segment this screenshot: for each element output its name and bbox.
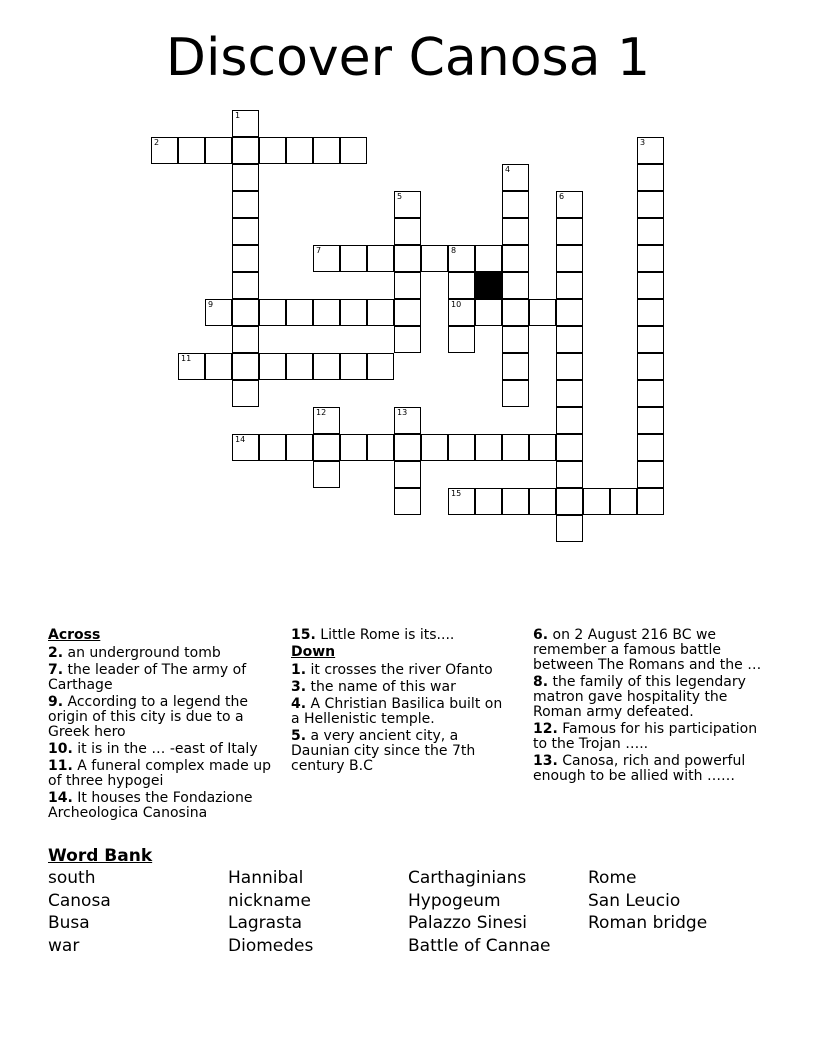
grid-cell[interactable] (556, 326, 583, 353)
clue-number: 7 (316, 246, 322, 255)
clue-across-10: 10. it is in the … -east of Italy (48, 741, 258, 757)
grid-cell[interactable] (637, 164, 664, 191)
grid-cell[interactable] (259, 434, 286, 461)
clue-down-6: 6. on 2 August 216 BC we remember a famous battle between The Romans and the … (533, 627, 762, 673)
grid-cell[interactable] (151, 137, 178, 164)
grid-cell[interactable] (232, 164, 259, 191)
grid-cell[interactable] (637, 461, 664, 488)
grid-cell[interactable] (556, 488, 583, 515)
word-bank-item: Busa (48, 913, 90, 933)
grid-cell[interactable] (340, 245, 367, 272)
grid-cell[interactable] (637, 299, 664, 326)
grid-cell[interactable] (259, 137, 286, 164)
clue-across-15: 15. Little Rome is its.... (291, 627, 455, 643)
grid-cell[interactable] (502, 326, 529, 353)
clue-across-14: 14. It houses the Fondazione Archeologica Canosina (48, 790, 253, 821)
clue-down-13: 13. Canosa, rich and powerful enough to be allied with …… (533, 753, 746, 784)
grid-cell[interactable] (556, 272, 583, 299)
grid-cell[interactable] (205, 137, 232, 164)
grid-cell[interactable] (448, 299, 475, 326)
word-bank-item: south (48, 868, 96, 888)
word-bank-item: San Leucio (588, 891, 681, 911)
clue-down-8: 8. the family of this legendary matron gave hospitality the Roman army defeated. (533, 674, 746, 720)
grid-cell[interactable] (232, 137, 259, 164)
grid-cell[interactable] (394, 299, 421, 326)
clues-column-1 (48, 628, 273, 823)
word-bank-item: nickname (228, 891, 311, 911)
word-bank-item: Battle of Cannae (408, 936, 551, 956)
grid-cell[interactable] (394, 272, 421, 299)
grid-cell[interactable] (340, 299, 367, 326)
page-title: Discover Canosa 1 (165, 28, 651, 88)
grid-cell[interactable] (502, 488, 529, 515)
grid-cell[interactable] (394, 461, 421, 488)
word-bank-item: Diomedes (228, 936, 314, 956)
word-bank-item: Palazzo Sinesi (408, 913, 528, 933)
grid-cell[interactable] (394, 218, 421, 245)
word-bank-heading: Word Bank (48, 846, 153, 866)
grid-cell[interactable] (637, 326, 664, 353)
grid-cell[interactable] (340, 434, 367, 461)
grid-cell[interactable] (232, 326, 259, 353)
clue-across-11: 11. A funeral complex made up of three hypogei (48, 758, 271, 789)
grid-cell[interactable] (502, 380, 529, 407)
grid-cell[interactable] (286, 434, 313, 461)
grid-cell[interactable] (502, 353, 529, 380)
grid-cell[interactable] (232, 434, 259, 461)
grid-cell[interactable] (232, 380, 259, 407)
grid-cell[interactable] (421, 434, 448, 461)
grid-cell[interactable] (556, 461, 583, 488)
grid-cell[interactable] (367, 353, 394, 380)
grid-cell[interactable] (556, 407, 583, 434)
grid-cell[interactable] (529, 488, 556, 515)
grid-cell[interactable] (448, 245, 475, 272)
word-bank-item: Rome (588, 868, 637, 888)
grid-cell[interactable] (556, 191, 583, 218)
word-bank-item: Canosa (48, 891, 111, 911)
grid-cell[interactable] (232, 110, 259, 137)
clue-number: 1 (235, 111, 241, 120)
grid-cell[interactable] (313, 299, 340, 326)
grid-cell[interactable] (475, 245, 502, 272)
grid-cell[interactable] (394, 488, 421, 515)
grid-cell[interactable] (637, 407, 664, 434)
grid-cell[interactable] (232, 218, 259, 245)
grid-cell[interactable] (232, 353, 259, 380)
word-bank-item: Carthaginians (408, 868, 527, 888)
grid-cell[interactable] (313, 245, 340, 272)
grid-cell[interactable] (529, 299, 556, 326)
grid-cell[interactable] (502, 299, 529, 326)
grid-cell[interactable] (448, 434, 475, 461)
down-heading: Down (291, 644, 336, 660)
grid-cell[interactable] (502, 434, 529, 461)
grid-cell[interactable] (286, 137, 313, 164)
grid-cell[interactable] (394, 191, 421, 218)
clue-down-1: 1. it crosses the river Ofanto (291, 662, 493, 678)
grid-cell[interactable] (556, 299, 583, 326)
grid-cell[interactable] (529, 434, 556, 461)
grid-cell[interactable] (394, 434, 421, 461)
grid-cell[interactable] (286, 353, 313, 380)
grid-cell[interactable] (637, 353, 664, 380)
grid-cell[interactable] (556, 515, 583, 542)
grid-cell[interactable] (475, 299, 502, 326)
clue-number: 12 (316, 408, 327, 417)
clue-number: 5 (397, 192, 403, 201)
clues-column-3 (533, 628, 768, 786)
grid-cell[interactable] (583, 488, 610, 515)
grid-cell[interactable] (637, 218, 664, 245)
grid-cell[interactable] (313, 353, 340, 380)
grid-cell[interactable] (475, 434, 502, 461)
clue-down-12: 12. Famous for his participation to the Trojan ….. (533, 721, 758, 752)
grid-cell[interactable] (232, 299, 259, 326)
clue-number: 10 (451, 300, 462, 309)
grid-cell[interactable] (448, 272, 475, 299)
grid-cell[interactable] (232, 272, 259, 299)
clue-number: 6 (559, 192, 565, 201)
clue-down-5: 5. a very ancient city, a Daunian city since the 7th century B.C (291, 728, 476, 774)
clues-column-2 (291, 628, 513, 776)
grid-cell[interactable] (637, 380, 664, 407)
grid-cell[interactable] (502, 272, 529, 299)
grid-cell[interactable] (340, 137, 367, 164)
grid-cell[interactable] (367, 245, 394, 272)
clue-number: 14 (235, 435, 246, 444)
grid-cell[interactable] (556, 353, 583, 380)
grid-cell[interactable] (232, 191, 259, 218)
grid-cell[interactable] (556, 245, 583, 272)
grid-cell[interactable] (637, 488, 664, 515)
grid-cell[interactable] (178, 353, 205, 380)
grid-cell[interactable] (421, 245, 448, 272)
grid-cell[interactable] (394, 407, 421, 434)
clue-number: 13 (397, 408, 408, 417)
grid-cell[interactable] (178, 137, 205, 164)
grid-cell[interactable] (448, 488, 475, 515)
across-heading: Across (48, 627, 101, 643)
grid-cell[interactable] (637, 434, 664, 461)
grid-cell[interactable] (205, 353, 232, 380)
grid-cell[interactable] (367, 299, 394, 326)
grid-cell[interactable] (286, 299, 313, 326)
grid-cell[interactable] (502, 245, 529, 272)
word-bank-item: Roman bridge (588, 913, 708, 933)
grid-cell[interactable] (259, 353, 286, 380)
grid-cell[interactable] (637, 272, 664, 299)
grid-cell[interactable] (637, 191, 664, 218)
grid-cell[interactable] (448, 326, 475, 353)
word-bank-item: Lagrasta (228, 913, 303, 933)
clue-number: 8 (451, 246, 457, 255)
clue-number: 9 (208, 300, 214, 309)
grid-cell[interactable] (556, 218, 583, 245)
clue-number: 3 (640, 138, 646, 147)
grid-cell[interactable] (205, 299, 232, 326)
word-bank-item: Hypogeum (408, 891, 501, 911)
clue-number: 11 (181, 354, 192, 363)
clue-across-7: 7. the leader of The army of Carthage (48, 662, 247, 693)
grid-cell[interactable] (502, 164, 529, 191)
black-cell (475, 272, 502, 299)
grid-cell[interactable] (637, 137, 664, 164)
clue-across-2: 2. an underground tomb (48, 645, 221, 661)
grid-cell[interactable] (556, 380, 583, 407)
clue-down-3: 3. the name of this war (291, 679, 456, 695)
grid-cell[interactable] (259, 299, 286, 326)
grid-cell[interactable] (232, 245, 259, 272)
clue-across-9: 9. According to a legend the origin of this city is due to a Greek hero (48, 694, 249, 740)
grid-cell[interactable] (340, 353, 367, 380)
clue-down-4: 4. A Christian Basilica built on a Hellenistic temple. (291, 696, 503, 727)
grid-cell[interactable] (502, 218, 529, 245)
grid-cell[interactable] (475, 488, 502, 515)
clue-number: 15 (451, 489, 462, 498)
grid-cell[interactable] (556, 434, 583, 461)
grid-cell[interactable] (313, 407, 340, 434)
grid-cell[interactable] (367, 434, 394, 461)
grid-cell[interactable] (313, 461, 340, 488)
grid-cell[interactable] (610, 488, 637, 515)
grid-cell[interactable] (502, 191, 529, 218)
grid-cell[interactable] (313, 137, 340, 164)
grid-cell[interactable] (394, 326, 421, 353)
word-bank-item: Hannibal (228, 868, 304, 888)
clue-number: 2 (154, 138, 160, 147)
grid-cell[interactable] (637, 245, 664, 272)
word-bank-item: war (48, 936, 80, 956)
grid-cell[interactable] (394, 245, 421, 272)
grid-cell[interactable] (313, 434, 340, 461)
clue-number: 4 (505, 165, 511, 174)
